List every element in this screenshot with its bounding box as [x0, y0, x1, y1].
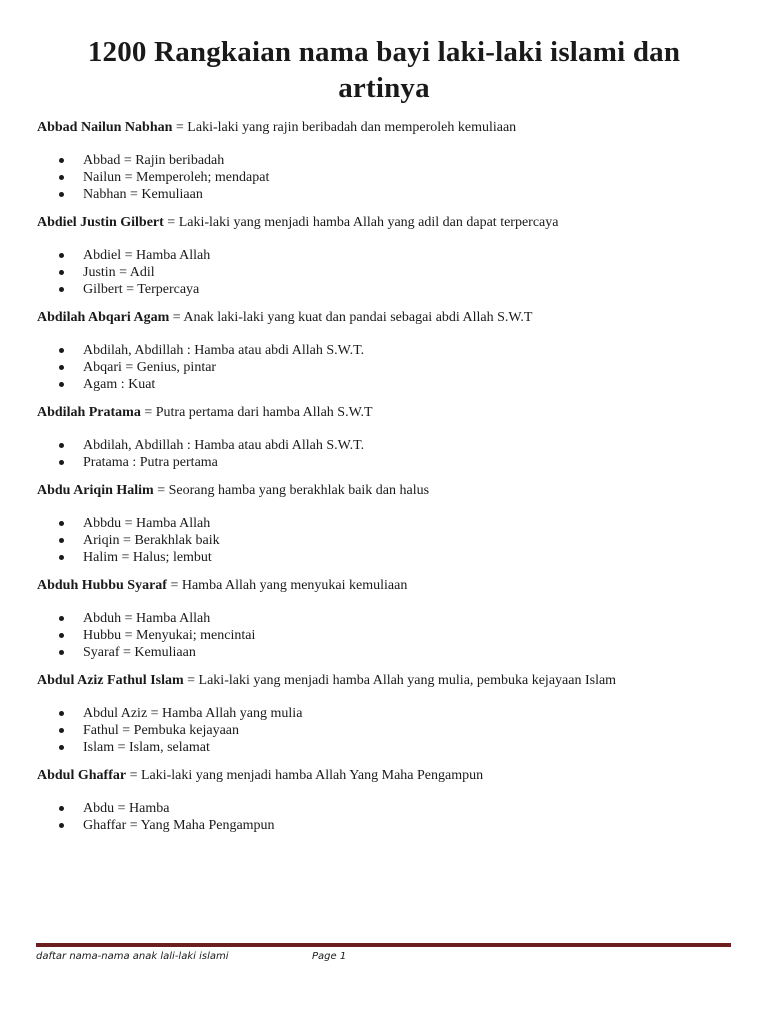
bullet-icon	[59, 650, 64, 655]
entry-meaning: = Anak laki-laki yang kuat dan pandai sebagai abdi Allah S.W.T	[169, 310, 533, 325]
name-entry	[37, 767, 738, 834]
entry-name: Abdilah Pratama	[37, 405, 141, 420]
name-parts-list	[37, 705, 738, 756]
entry-meaning: = Laki-laki yang menjadi hamba Allah yang mulia, pembuka kejayaan Islam	[183, 673, 617, 688]
footer-caption: daftar nama-nama anak lali-laki islami	[36, 951, 229, 962]
name-parts-list	[37, 342, 738, 393]
name-entry	[37, 214, 738, 298]
list-item	[37, 437, 738, 454]
entry-meaning: = Seorang hamba yang berakhlak baik dan halus	[153, 483, 430, 498]
bullet-icon	[59, 745, 64, 750]
name-part-text: Fathul = Pembuka kejayaan	[83, 723, 240, 738]
entry-name: Abduh Hubbu Syaraf	[37, 578, 167, 593]
name-part-text: Halim = Halus; lembut	[83, 550, 212, 565]
bullet-icon	[59, 158, 64, 163]
name-part-text: Abdilah, Abdillah : Hamba atau abdi Allah S.W.T.	[83, 343, 365, 358]
bullet-icon	[59, 728, 64, 733]
name-entry	[37, 119, 738, 203]
list-item	[37, 817, 738, 834]
name-part-text: Abduh = Hamba Allah	[83, 611, 211, 626]
name-part-text: Abqari = Genius, pintar	[83, 360, 217, 375]
name-entry	[37, 482, 738, 566]
page-title: 1200 Rangkaian nama bayi laki-laki islami dan artinya	[87, 36, 681, 104]
name-part-text: Justin = Adil	[83, 265, 155, 280]
name-entry	[37, 672, 738, 756]
entry-meaning: = Laki-laki yang menjadi hamba Allah yang adil dan dapat terpercaya	[163, 215, 559, 230]
entry-heading	[37, 577, 738, 595]
entry-name: Abdul Ghaffar	[37, 768, 127, 783]
list-item	[37, 247, 738, 264]
name-entries-list	[37, 119, 738, 845]
name-part-text: Nailun = Memperoleh; mendapat	[83, 170, 270, 185]
bullet-icon	[59, 538, 64, 543]
bullet-icon	[59, 633, 64, 638]
name-parts-list	[37, 152, 738, 203]
entry-name: Abbad Nailun Nabhan	[37, 120, 173, 135]
name-part-text: Syaraf = Kemuliaan	[83, 645, 196, 660]
name-part-text: Abdilah, Abdillah : Hamba atau abdi Allah S.W.T.	[83, 438, 365, 453]
list-item	[37, 152, 738, 169]
name-part-text: Ghaffar = Yang Maha Pengampun	[83, 818, 275, 833]
bullet-icon	[59, 616, 64, 621]
list-item	[37, 722, 738, 739]
bullet-icon	[59, 443, 64, 448]
name-entry	[37, 404, 738, 471]
name-parts-list	[37, 247, 738, 298]
entry-name: Abdu Ariqin Halim	[37, 483, 154, 498]
list-item	[37, 532, 738, 549]
bullet-icon	[59, 175, 64, 180]
bullet-icon	[59, 270, 64, 275]
entry-meaning: = Laki-laki yang rajin beribadah dan memperoleh kemuliaan	[172, 120, 517, 135]
name-parts-list	[37, 437, 738, 471]
name-entry	[37, 309, 738, 393]
name-part-text: Abdu = Hamba	[83, 801, 170, 816]
entry-heading	[37, 119, 738, 137]
entry-heading	[37, 214, 738, 232]
entry-heading	[37, 672, 738, 690]
entry-heading	[37, 309, 738, 327]
entry-meaning: = Laki-laki yang menjadi hamba Allah Yang Maha Pengampun	[126, 768, 484, 783]
bullet-icon	[59, 348, 64, 353]
name-part-text: Pratama : Putra pertama	[83, 455, 218, 470]
entry-name: Abdilah Abqari Agam	[37, 310, 170, 325]
name-part-text: Abdul Aziz = Hamba Allah yang mulia	[83, 706, 303, 721]
bullet-icon	[59, 253, 64, 258]
bullet-icon	[59, 711, 64, 716]
bullet-icon	[59, 287, 64, 292]
bullet-icon	[59, 460, 64, 465]
entry-name: Abdul Aziz Fathul Islam	[37, 673, 184, 688]
list-item	[37, 186, 738, 203]
page-number: Page 1	[312, 951, 347, 962]
list-item	[37, 376, 738, 393]
list-item	[37, 169, 738, 186]
bullet-icon	[59, 521, 64, 526]
entry-meaning: = Putra pertama dari hamba Allah S.W.T	[140, 405, 373, 420]
list-item	[37, 454, 738, 471]
name-part-text: Abbdu = Hamba Allah	[83, 516, 211, 531]
bullet-icon	[59, 823, 64, 828]
footer-divider	[36, 943, 731, 947]
list-item	[37, 515, 738, 532]
list-item	[37, 342, 738, 359]
name-parts-list	[37, 515, 738, 566]
list-item	[37, 627, 738, 644]
name-part-text: Islam = Islam, selamat	[83, 740, 210, 755]
list-item	[37, 800, 738, 817]
name-part-text: Ariqin = Berakhlak baik	[83, 533, 220, 548]
bullet-icon	[59, 192, 64, 197]
list-item	[37, 264, 738, 281]
list-item	[37, 281, 738, 298]
name-part-text: Gilbert = Terpercaya	[83, 282, 200, 297]
name-entry	[37, 577, 738, 661]
name-parts-list	[37, 800, 738, 834]
list-item	[37, 644, 738, 661]
bullet-icon	[59, 382, 64, 387]
name-part-text: Hubbu = Menyukai; mencintai	[83, 628, 256, 643]
list-item	[37, 549, 738, 566]
name-part-text: Agam : Kuat	[83, 377, 156, 392]
entry-heading	[37, 404, 738, 422]
entry-heading	[37, 767, 738, 785]
entry-heading	[37, 482, 738, 500]
name-part-text: Nabhan = Kemuliaan	[83, 187, 203, 202]
list-item	[37, 739, 738, 756]
entry-name: Abdiel Justin Gilbert	[37, 215, 164, 230]
list-item	[37, 705, 738, 722]
list-item	[37, 610, 738, 627]
name-part-text: Abbad = Rajin beribadah	[83, 153, 225, 168]
bullet-icon	[59, 365, 64, 370]
entry-meaning: = Hamba Allah yang menyukai kemuliaan	[166, 578, 408, 593]
bullet-icon	[59, 555, 64, 560]
name-part-text: Abdiel = Hamba Allah	[83, 248, 211, 263]
name-parts-list	[37, 610, 738, 661]
list-item	[37, 359, 738, 376]
bullet-icon	[59, 806, 64, 811]
